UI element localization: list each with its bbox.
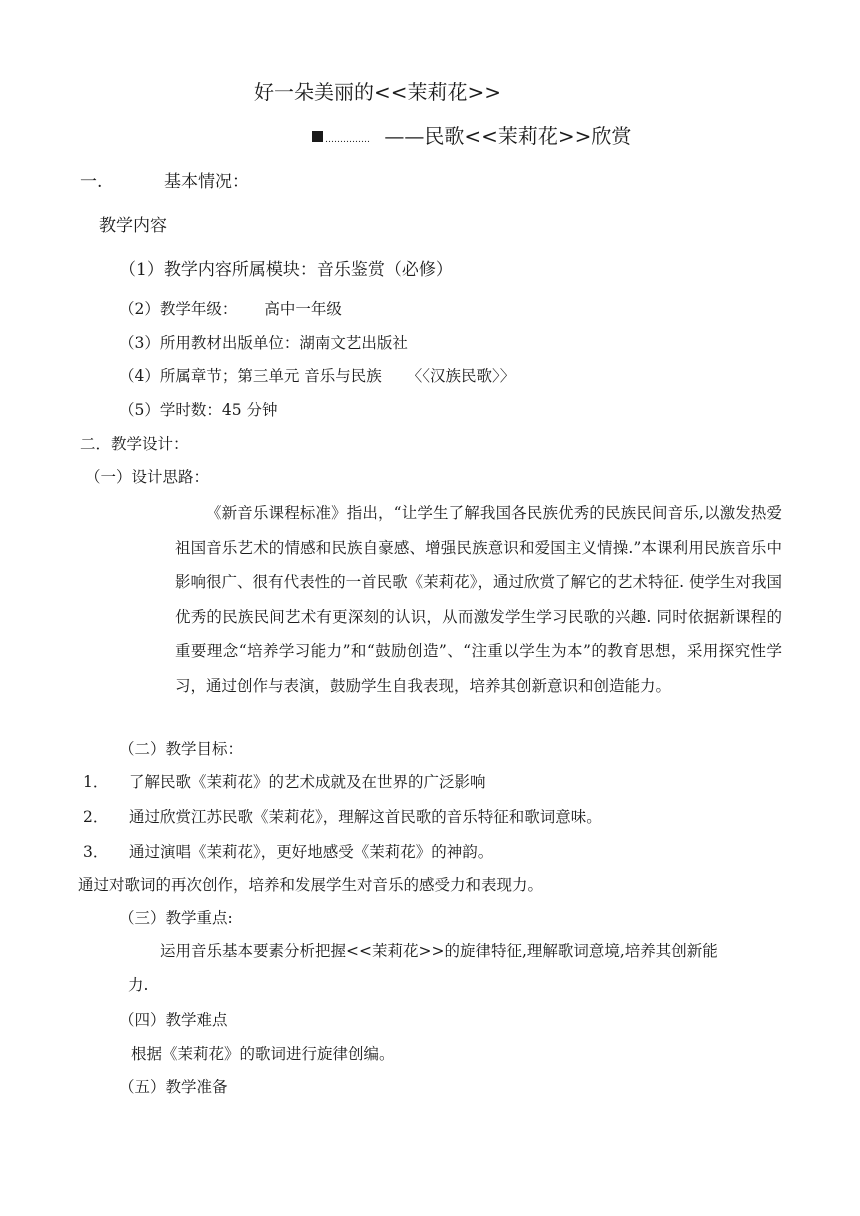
- design-paragraph: 《新音乐课程标准》指出，“让学生了解我国各民族优秀的民族民间音乐,以激发热爱祖国音乐艺术的情感和民族自豪感、增强民族意识和爱国主义情操.”本课利用民族音乐中影响很广、很有代表性的一首民歌《茉莉花》，通过欣赏了解它的艺术特征. 使学生对我国优秀的民族民间艺术有更深刻的认识，从而激发学生学习民歌的兴趣. 同时依据新课程的重要理念“培养学习能力”和“鼓励创造”、“注重以学生为本”的教育思想，采用探究性学习，通过创作与表演，鼓励学生自我表现，培养其创新意识和创造能力。: [175, 504, 782, 695]
- goal-1-number: 1．: [83, 773, 109, 791]
- content-item-grade-label: （2）教学年级：: [119, 300, 238, 318]
- difficulty-heading: （四）教学难点: [119, 1011, 228, 1029]
- goal-3-number: 3．: [83, 843, 109, 861]
- goal-2-number: 2．: [83, 808, 109, 826]
- section-1-label: 基本情况：: [164, 172, 249, 192]
- section-2-heading: 二．教学设计：: [80, 435, 189, 453]
- preparation-heading: （五）教学准备: [119, 1078, 228, 1096]
- content-item-chapter-label: （4）所属章节；第三单元 音乐与民族: [119, 367, 382, 385]
- key-points-line-1: 运用音乐基本要素分析把握<<茉莉花>>的旋律特征,理解歌词意境,培养其创新能: [160, 942, 718, 960]
- subtitle-text: ——民歌<<茉莉花>>欣赏: [384, 124, 632, 148]
- bullet-square-icon: [312, 131, 323, 142]
- goals-heading: （二）教学目标：: [119, 740, 244, 758]
- content-item-chapter-value: 〈〈汉族民歌〉〉: [406, 367, 516, 385]
- content-item-module: （1）教学内容所属模块：音乐鉴赏（必修）: [119, 260, 453, 280]
- section-1-number: 一.: [80, 172, 103, 192]
- design-heading: （一）设计思路：: [85, 468, 210, 486]
- document-subtitle: [312, 126, 631, 146]
- key-points-line-2: 力.: [128, 976, 149, 994]
- goal-1-text: 了解民歌《茉莉花》的艺术成就及在世界的广泛影响: [129, 773, 486, 791]
- goal-2-text: 通过欣赏江苏民歌《茉莉花》，理解这首民歌的音乐特征和歌词意味。: [129, 808, 602, 826]
- content-item-grade-value: 高中一年级: [264, 300, 342, 318]
- key-points-heading: （三）教学重点:: [119, 909, 233, 927]
- difficulty-text: 根据《茉莉花》的歌词进行旋律创编。: [131, 1045, 395, 1063]
- content-item-grade: [119, 302, 342, 318]
- leader-dots: ……………: [325, 135, 370, 145]
- document-title: 好一朵美丽的<<茉莉花>>: [254, 80, 502, 104]
- content-item-publisher: （3）所用教材出版单位：湖南文艺出版社: [119, 334, 408, 352]
- design-paragraph-block: [175, 496, 782, 703]
- content-item-hours: （5）学时数：45 分钟: [119, 401, 278, 419]
- goal-3-text: 通过演唱《茉莉花》，更好地感受《茉莉花》的神韵。: [129, 843, 494, 861]
- goal-extra: 通过对歌词的再次创作，培养和发展学生对音乐的感受力和表现力。: [78, 876, 544, 894]
- content-item-chapter: [119, 369, 515, 385]
- teaching-content-heading: 教学内容: [99, 216, 167, 236]
